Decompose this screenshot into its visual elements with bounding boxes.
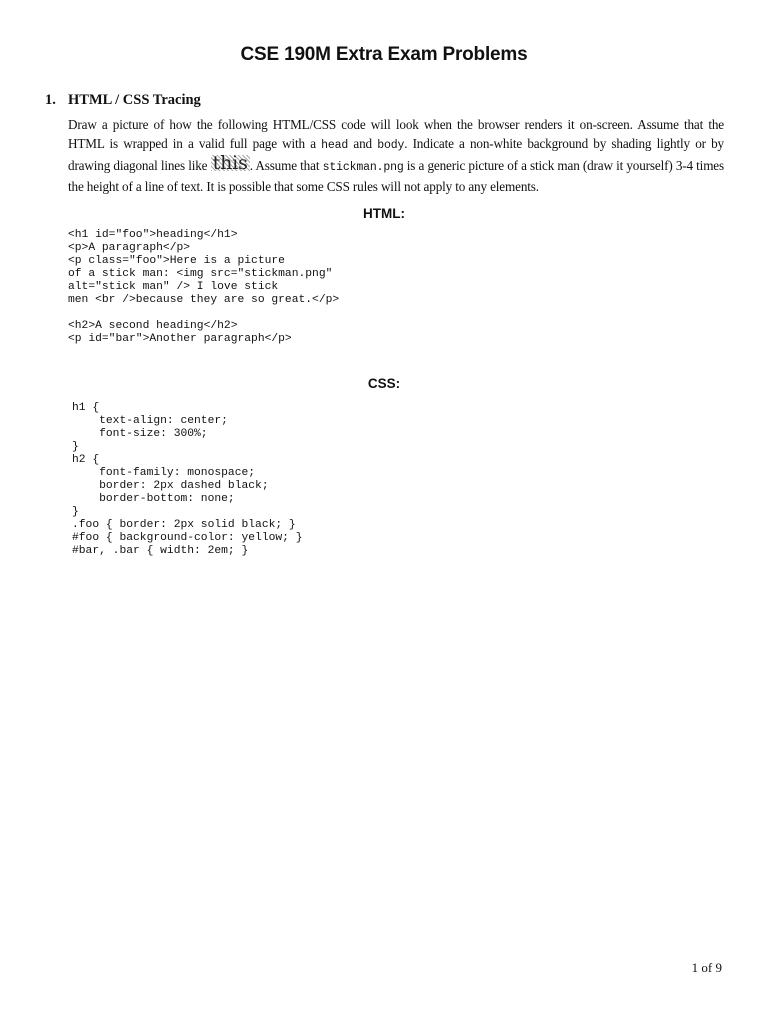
problem-instructions	[68, 115, 724, 196]
code-line: men <br />because they are so great.</p>	[68, 294, 340, 306]
page-title: CSE 190M Extra Exam Problems	[240, 44, 528, 65]
instructions-text-5: is a generic picture of a stick man (draw it yourself) 3-4 times the height of a line of text. It is possible that some CSS rules will not apply to any elements.	[68, 158, 724, 194]
shaded-sample-text: this	[212, 152, 248, 174]
code-line: <p class="foo">Here is a picture	[68, 255, 285, 267]
code-line: }	[72, 506, 79, 518]
instructions-text-1: Draw a picture of how the following HTML/CSS code will look when the browser renders it on-screen. Assume that the HTML is wrapped in a valid full page with a	[68, 117, 724, 151]
problem-heading-text: HTML / CSS Tracing	[68, 92, 201, 108]
instructions-text-3: . Indicate a non-white background by shading lightly or by drawing diagonal lines like	[68, 136, 724, 173]
css-code-block	[72, 402, 303, 558]
code-line: font-size: 300%;	[72, 428, 208, 440]
instructions-text-4: . Assume that	[249, 158, 323, 173]
code-line: #bar, .bar { width: 2em; }	[72, 545, 249, 557]
code-line: border-bottom: none;	[72, 493, 235, 505]
code-line: }	[72, 441, 79, 453]
css-section-label: CSS:	[367, 376, 401, 391]
problem-heading	[45, 92, 201, 109]
problem-number: 1.	[45, 92, 56, 108]
code-line: border: 2px dashed black;	[72, 480, 269, 492]
code-line: #foo { background-color: yellow; }	[72, 532, 303, 544]
code-line: <h1 id="foo">heading</h1>	[68, 229, 238, 241]
html-section-label: HTML:	[363, 206, 405, 221]
html-code-block	[68, 229, 339, 346]
code-line: <p id="bar">Another paragraph</p>	[68, 333, 292, 345]
code-stickman: stickman.png	[322, 161, 404, 174]
code-line: text-align: center;	[72, 415, 228, 427]
code-line: alt="stick man" /> I love stick	[68, 281, 279, 293]
code-line: <h2>A second heading</h2>	[68, 320, 238, 332]
code-line: h2 {	[72, 454, 100, 466]
code-line: .foo { border: 2px solid black; }	[72, 519, 296, 531]
code-line: h1 {	[72, 402, 100, 414]
code-line: font-family: monospace;	[72, 467, 256, 479]
code-line: <p>A paragraph</p>	[68, 242, 191, 254]
page-number: 1 of 9	[691, 960, 722, 975]
code-line: of a stick man: <img src="stickman.png"	[68, 268, 333, 280]
instructions-text-2: and	[348, 136, 378, 151]
code-body: body	[377, 139, 405, 152]
code-head: head	[321, 139, 349, 152]
